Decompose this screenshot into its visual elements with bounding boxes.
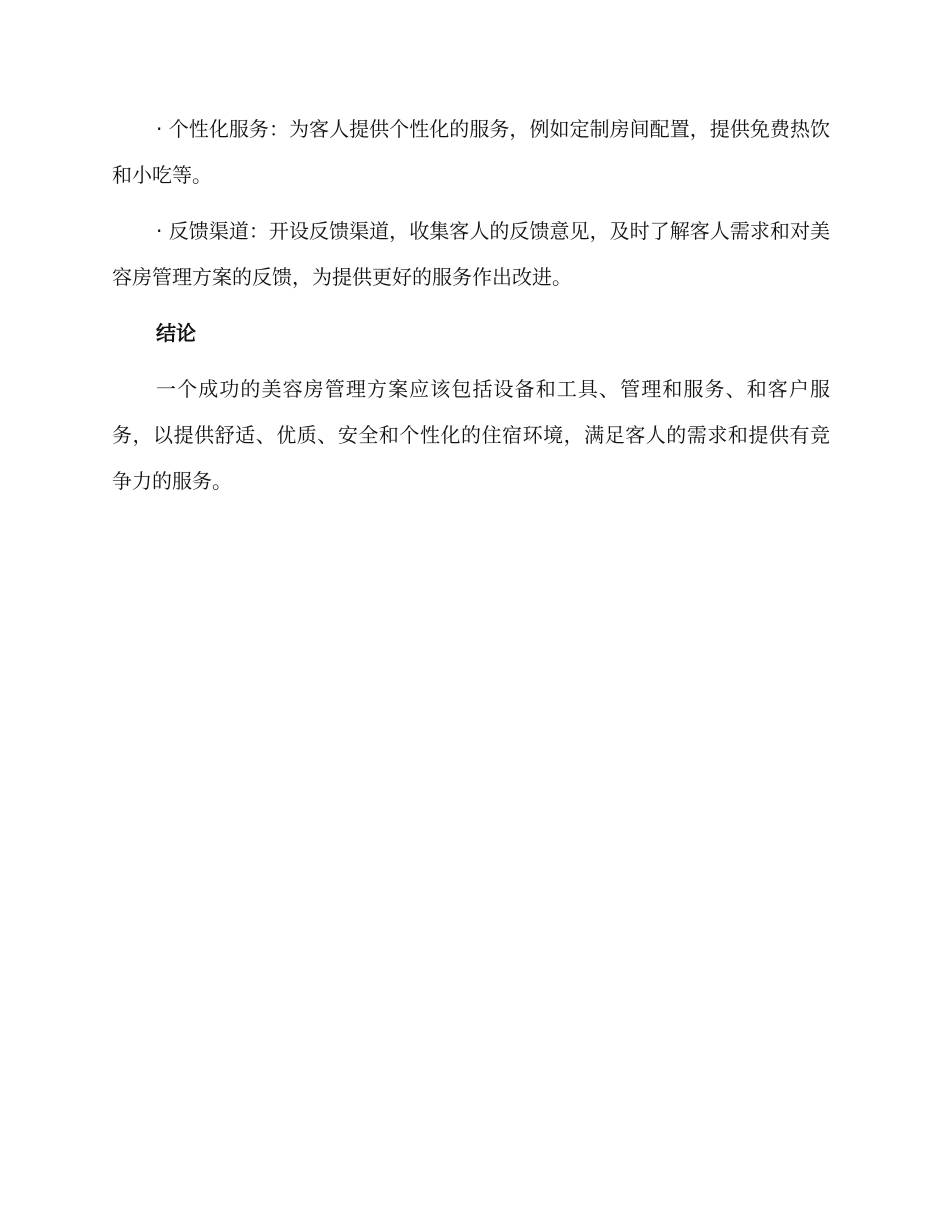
conclusion-heading: 结论: [156, 321, 196, 345]
bullet-personalized-service: · 个性化服务：为客人提供个性化的服务，例如定制房间配置，提供免费热饮和小吃等。: [112, 117, 830, 187]
conclusion-paragraph: 一个成功的美容房管理方案应该包括设备和工具、管理和服务、和客户服务，以提供舒适、优质、安全和个性化的住宿环境，满足客人的需求和提供有竞争力的服务。: [112, 377, 830, 493]
bullet-feedback-channel: · 反馈渠道：开设反馈渠道，收集客人的反馈意见，及时了解客人需求和对美容房管理方案的反馈，为提供更好的服务作出改进。: [112, 219, 830, 289]
document-page: [112, 106, 830, 504]
